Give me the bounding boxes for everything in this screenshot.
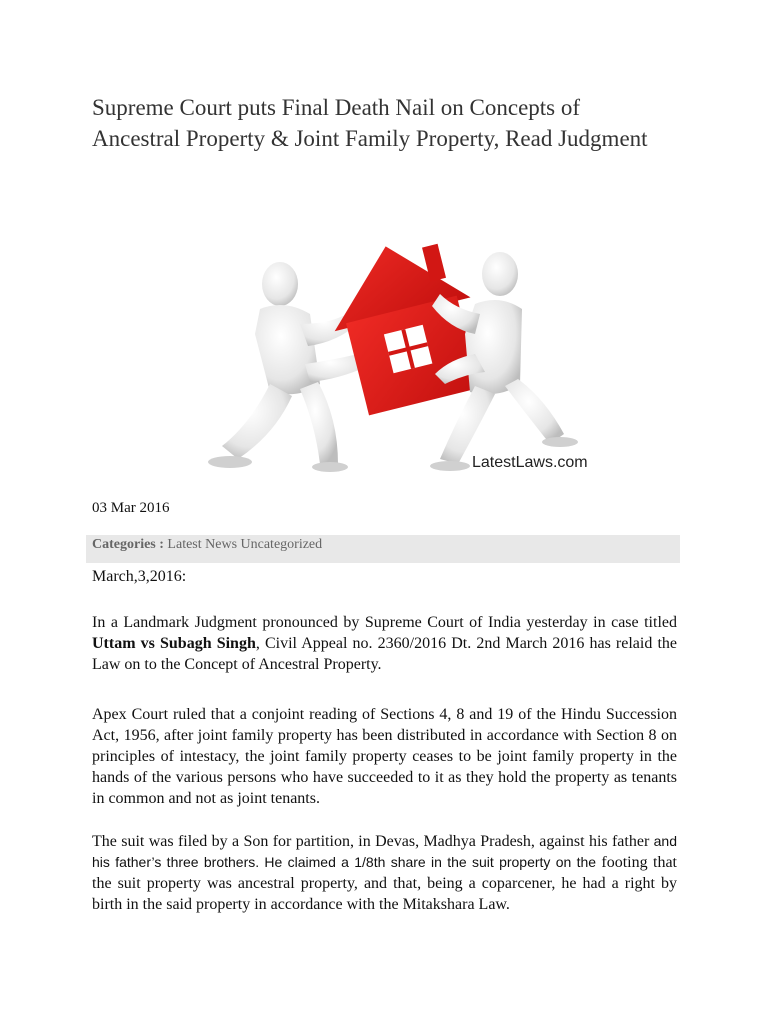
paragraph-1-text-b: , Civil Appeal no. 2360/2016 Dt. 2nd March 2016 has relaid the Law on to the Concept of Ancestral Property. bbox=[92, 635, 678, 673]
categories-bar bbox=[86, 535, 680, 563]
paragraph-1-text-a: In a Landmark Judgment pronounced by Supreme Court of India yesterday in case titled bbox=[92, 614, 677, 631]
article-date: 03 Mar 2016 bbox=[92, 500, 170, 516]
case-name: Uttam vs Subagh Singh bbox=[92, 635, 256, 652]
article-dateline: March,3,2016: bbox=[92, 568, 187, 585]
paragraph-3-rest: footing that the suit property was ancestral property, and that, being a coparcener, he had a right by birth in the said property in accordance with the Mitakshara Law. bbox=[92, 854, 677, 913]
hero-illustration bbox=[150, 214, 620, 484]
categories-link[interactable]: Latest News Uncategorized bbox=[167, 537, 323, 552]
paragraph-3-line-1: The suit was filed by a Son for partition, in Devas, Madhya Pradesh, against his father bbox=[92, 833, 654, 850]
categories-label: Categories : bbox=[92, 537, 164, 552]
paragraph-2: Apex Court ruled that a conjoint reading of Sections 4, 8 and 19 of the Hindu Succession Act, 1956, after joint family property has been distributed in accordance with Section 8 on principles of intestacy, the joint family property ceases to be joint family property in the hands of the various persons who have succeeded to it as they hold the property as tenants in common and not as joint tenants. bbox=[92, 706, 677, 807]
paragraph-3 bbox=[92, 831, 677, 915]
latestlaws-watermark: LatestLaws.com bbox=[472, 454, 588, 471]
article-title: Supreme Court puts Final Death Nail on Concepts of Ancestral Property & Joint Family Property, Read Judgment bbox=[92, 95, 648, 151]
paragraph-1 bbox=[92, 612, 677, 675]
left-figure bbox=[208, 262, 368, 472]
paragraph-3-line-2: and his father’s three brothers. He claimed a 1/8th share in the suit property on the bbox=[92, 833, 677, 870]
